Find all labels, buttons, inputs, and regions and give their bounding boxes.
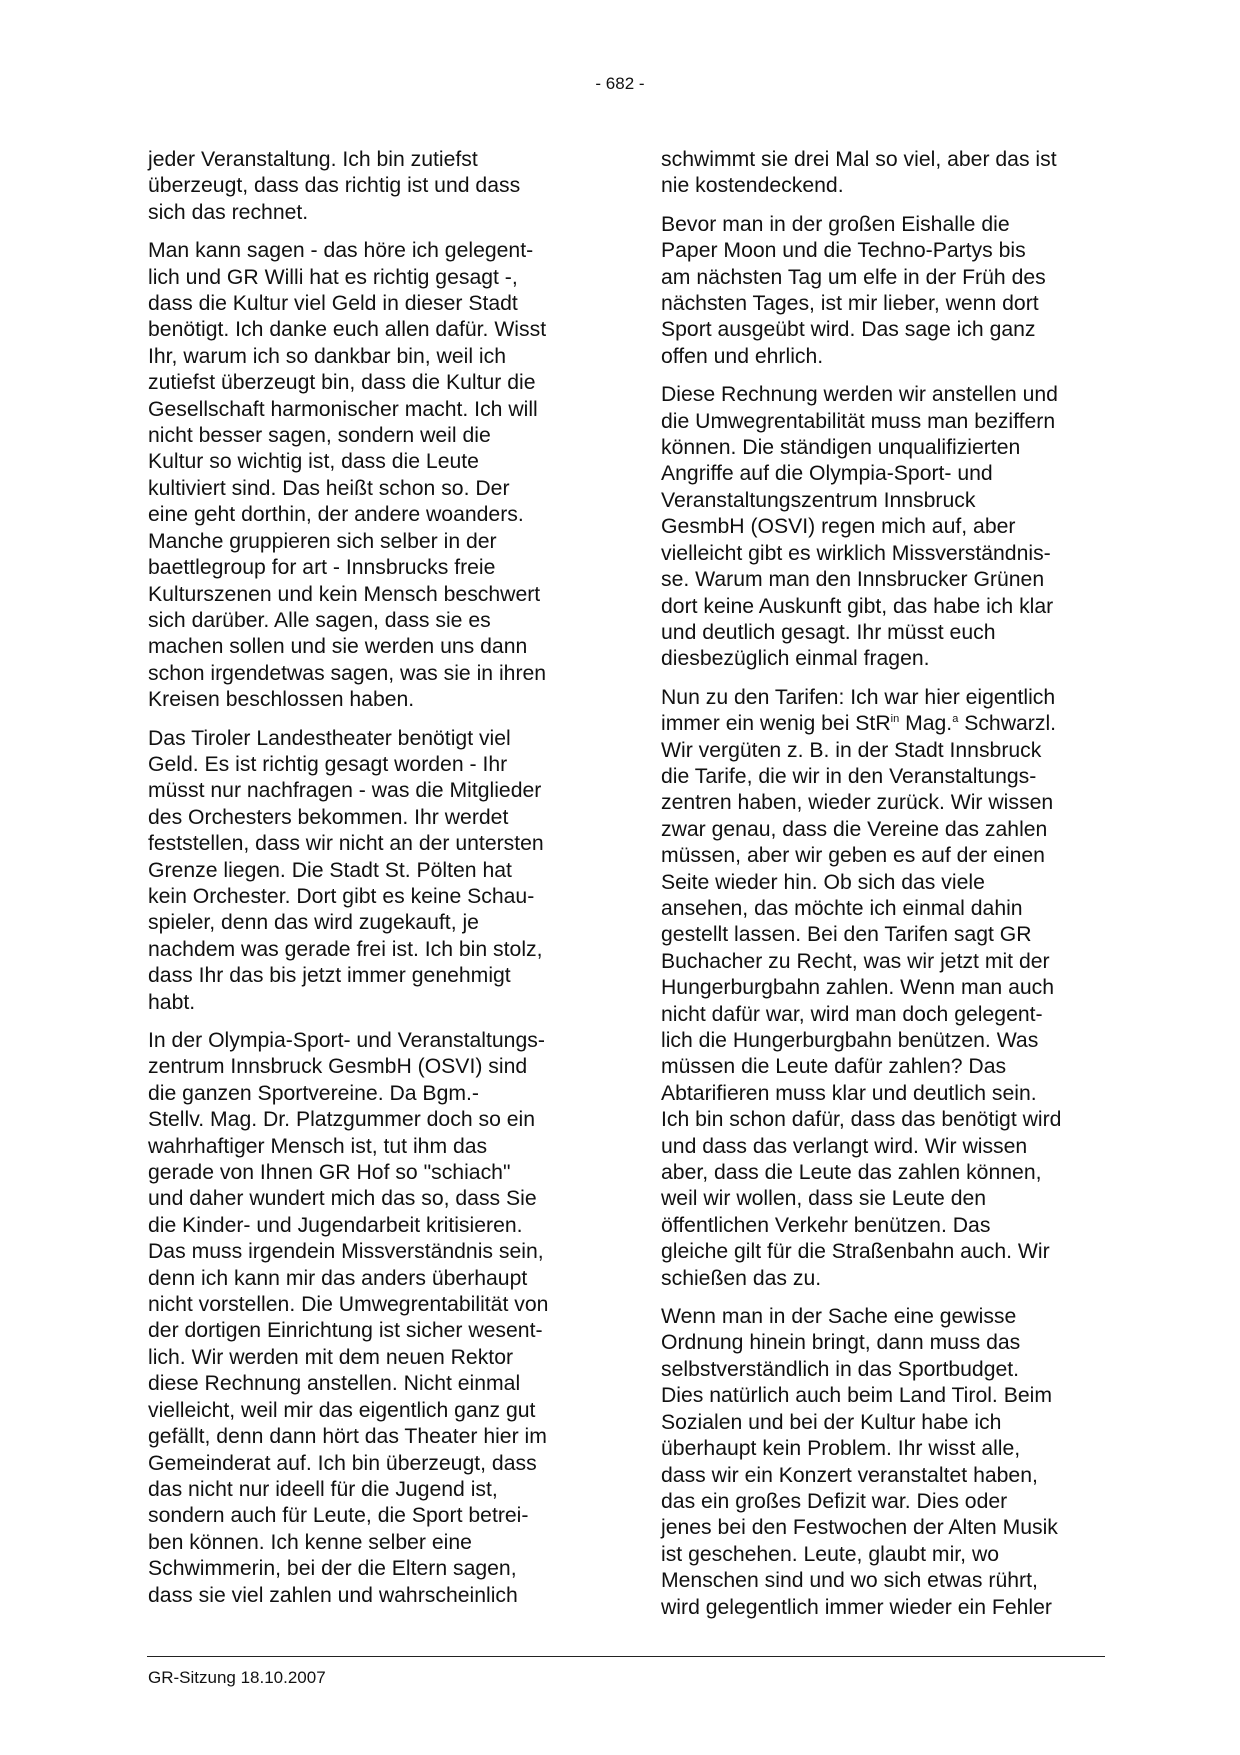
paragraph: Wenn man in der Sache eine gewisse Ordnung hinein bringt, dann muss das selbstverständlich in das Sportbudget. Dies natürlich auch beim Land Tirol. Beim Sozialen und bei der Kultur habe ich überhaupt kein Problem. Ihr wisst alle, dass wir ein Konzert veranstaltet haben, das ein großes Defizit war. Dies oder jenes bei den Festwochen der Alten Musik ist geschehen. Leute, glaubt mir, wo Menschen sind und wo sich etwas rührt, wird gelegentlich immer wieder ein Fehler xyxy=(661,1305,1058,1619)
paragraph: schwimmt sie drei Mal so viel, aber das ist nie kostendeckend. xyxy=(661,148,1057,198)
text-segment: Nun zu den Tarifen: Ich war hier eigentlich immer ein wenig bei StR xyxy=(661,685,1056,736)
paragraph: Diese Rechnung werden wir anstellen und die Umwegrentabilität muss man beziffern können. Die ständigen unqualifizierten Angriffe auf die Olympia-Sport- und Veranstaltungszentrum Innsbruck GesmbH (OSVI) regen mich auf, aber vielleicht gibt es wirklich Missverständnis- se. Warum man den Innsbrucker Grünen dort keine Auskunft gibt, das habe ich klar und deutlich gesagt. Ihr müsst euch diesbezüglich einmal fragen. xyxy=(661,383,1058,671)
paragraph: In der Olympia-Sport- und Veranstaltungs- zentrum Innsbruck GesmbH (OSVI) sind die ganzen Sportvereine. Da Bgm.- Stellv. Mag. Dr. Platzgummer doch so ein wahrhaftiger Mensch ist, tut ihm das gerade von Ihnen GR Hof so "schiach" und daher wundert mich das so, dass Sie die Kinder- und Jugendarbeit kritisieren. Das muss irgendein Missverständnis sein, denn ich kann mir das anders überhaupt nicht vorstellen. Die Umwegrentabilität von der dortigen Einrichtung ist sicher wesent- lich. Wir werden mit dem neuen Rektor diese Rechnung anstellen. Nicht einmal vielleicht, weil mir das eigentlich ganz gut gefällt, denn dann hört das Theater hier im Gemeinderat auf. Ich bin überzeugt, dass das nicht nur ideell für die Jugend ist, sondern auch für Leute, die Sport betrei- ben können. Ich kenne selber eine Schwimmerin, bei der die Eltern sagen, dass sie viel zahlen und wahrscheinlich xyxy=(148,1029,549,1607)
footer-session: GR-Sitzung 18.10.2007 xyxy=(148,1668,326,1687)
text-segment: Schwarzl. Wir vergüten z. B. in der Stadt Innsbruck die Tarife, die wir in den Veranstaltungs- zentren haben, wieder zurück. Wir wissen zwar genau, dass die Vereine das zahlen müssen, aber wir geben es auf der einen Seite wieder hin. Ob sich das viele ansehen, das möchte ich einmal dahin gestellt lassen. Bei den Tarifen sagt GR Buchacher zu Recht, was wir jetzt mit der Hungerburgbahn zahlen. Wenn man auch nicht dafür war, wird man doch gelegent- lich die Hungerburgbahn benützen. Was müssen die Leute dafür zahlen? Das Abtarifieren muss klar und deutlich sein. Ich bin schon dafür, dass das benötigt wird und dass das verlangt wird. Wir wissen aber, dass die Leute das zahlen können, weil wir wollen, dass sie Leute den öffentlichen Verkehr benützen. Das gleiche gilt für die Straßenbahn auch. Wir schießen das zu. xyxy=(661,712,1062,1290)
superscript: in xyxy=(890,713,900,726)
paragraph-tarife xyxy=(661,685,1101,1292)
text-segment: Mag. xyxy=(899,712,953,736)
left-column xyxy=(148,147,588,1621)
paragraph: Man kann sagen - das höre ich gelegent- lich und GR Willi hat es richtig gesagt -, dass die Kultur viel Geld in dieser Stadt benötigt. Ich danke euch allen dafür. Wisst Ihr, warum ich so dankbar bin, weil ich zutiefst überzeugt bin, dass die Kultur die Gesellschaft harmonischer macht. Ich will nicht besser sagen, sondern weil die Kultur so wichtig ist, dass die Leute kultiviert sind. Das heißt schon so. Der eine geht dorthin, der andere woanders. Manche gruppieren sich selber in der baettlegroup for art - Innsbrucks freie Kulturszenen und kein Mensch beschwert sich darüber. Alle sagen, dass sie es machen sollen und sie werden uns dann schon irgendetwas sagen, was sie in ihren Kreisen beschlossen haben. xyxy=(148,239,547,712)
footer-divider xyxy=(147,1656,1105,1657)
superscript: a xyxy=(952,713,959,726)
page-number: - 682 - xyxy=(595,74,645,93)
right-column xyxy=(661,147,1101,1633)
paragraph: jeder Veranstaltung. Ich bin zutiefst überzeugt, dass das richtig ist und dass sich das rechnet. xyxy=(148,148,521,224)
paragraph: Das Tiroler Landestheater benötigt viel Geld. Es ist richtig gesagt worden - Ihr müsst nur nachfragen - was die Mitglieder des Orchesters bekommen. Ihr werdet feststellen, dass wir nicht an der untersten Grenze liegen. Die Stadt St. Pölten hat kein Orchester. Dort gibt es keine Schau- spieler, denn das wird zugekauft, je nachdem was gerade frei ist. Ich bin stolz, dass Ihr das bis jetzt immer genehmigt habt. xyxy=(148,726,544,1014)
paragraph: Bevor man in der großen Eishalle die Paper Moon und die Techno-Partys bis am nächsten Tag um elfe in der Früh des nächsten Tages, ist mir lieber, wenn dort Sport ausgeübt wird. Das sage ich ganz offen und ehrlich. xyxy=(661,212,1046,368)
